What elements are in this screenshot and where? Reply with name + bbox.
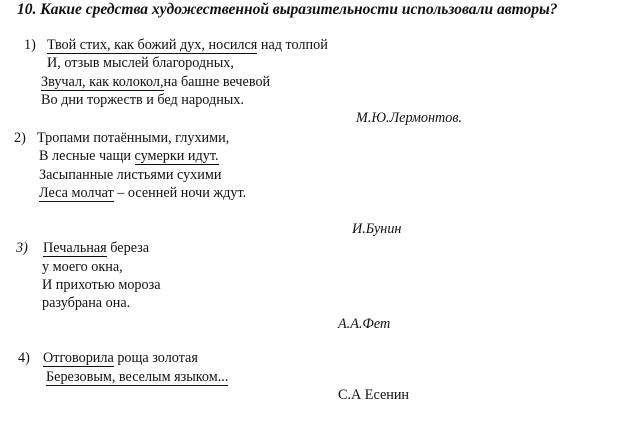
line-text: роща золотая bbox=[113, 350, 198, 366]
poem-4-author: С.А Есенин bbox=[338, 387, 410, 403]
task-title: 10. Какие средства художественной выразительности использовали авторы? bbox=[17, 1, 558, 18]
underlined-text: Печальная bbox=[43, 240, 107, 256]
poem-4-number: 4) bbox=[18, 350, 30, 366]
poem-2-line-1: Тропами потаёнными, глухими, bbox=[37, 130, 230, 146]
underlined-text: Березовым, веселым языком... bbox=[46, 369, 229, 385]
underlined-text: Отговорила bbox=[43, 350, 114, 366]
underlined-text: сумерки идут. bbox=[134, 148, 219, 164]
poem-3-author: А.А.Фет bbox=[338, 316, 391, 332]
poem-4-line-2 bbox=[46, 369, 228, 386]
poem-3-line-2: у моего окна, bbox=[42, 259, 123, 275]
poem-1-line-1 bbox=[47, 37, 328, 54]
poem-1-author: М.Ю.Лермонтов. bbox=[356, 110, 463, 126]
poem-4-line-1 bbox=[43, 350, 198, 367]
underlined-text: Твой стих, как божий дух, носился bbox=[47, 37, 258, 53]
line-text: В лесные чащи bbox=[39, 148, 135, 164]
underlined-text: Звучал, как колокол, bbox=[41, 74, 164, 90]
poem-1-number: 1) bbox=[24, 37, 36, 53]
poem-3-number: 3) bbox=[16, 240, 28, 256]
poem-3-line-3: И прихотью мороза bbox=[42, 277, 161, 293]
line-text: над толпой bbox=[257, 37, 328, 53]
underlined-text: Леса молчат bbox=[39, 185, 114, 201]
poem-3-line-4: разубрана она. bbox=[42, 295, 131, 311]
line-text: береза bbox=[106, 240, 150, 256]
poem-2-line-3: Засыпанные листьями сухими bbox=[39, 167, 222, 183]
poem-1-line-4: Во дни торжеств и бед народных. bbox=[41, 92, 244, 108]
poem-1-line-2: И, отзыв мыслей благородных, bbox=[47, 55, 234, 71]
poem-3-line-1 bbox=[43, 240, 149, 257]
poem-2-line-2 bbox=[39, 148, 219, 165]
poem-2-line-4 bbox=[39, 185, 246, 202]
poem-2-author: И.Бунин bbox=[352, 221, 402, 237]
line-text: – осенней ночи ждут. bbox=[113, 185, 247, 201]
poem-1-line-3 bbox=[41, 74, 270, 91]
line-text: на башне вечевой bbox=[163, 74, 271, 90]
poem-2-number: 2) bbox=[14, 130, 26, 146]
